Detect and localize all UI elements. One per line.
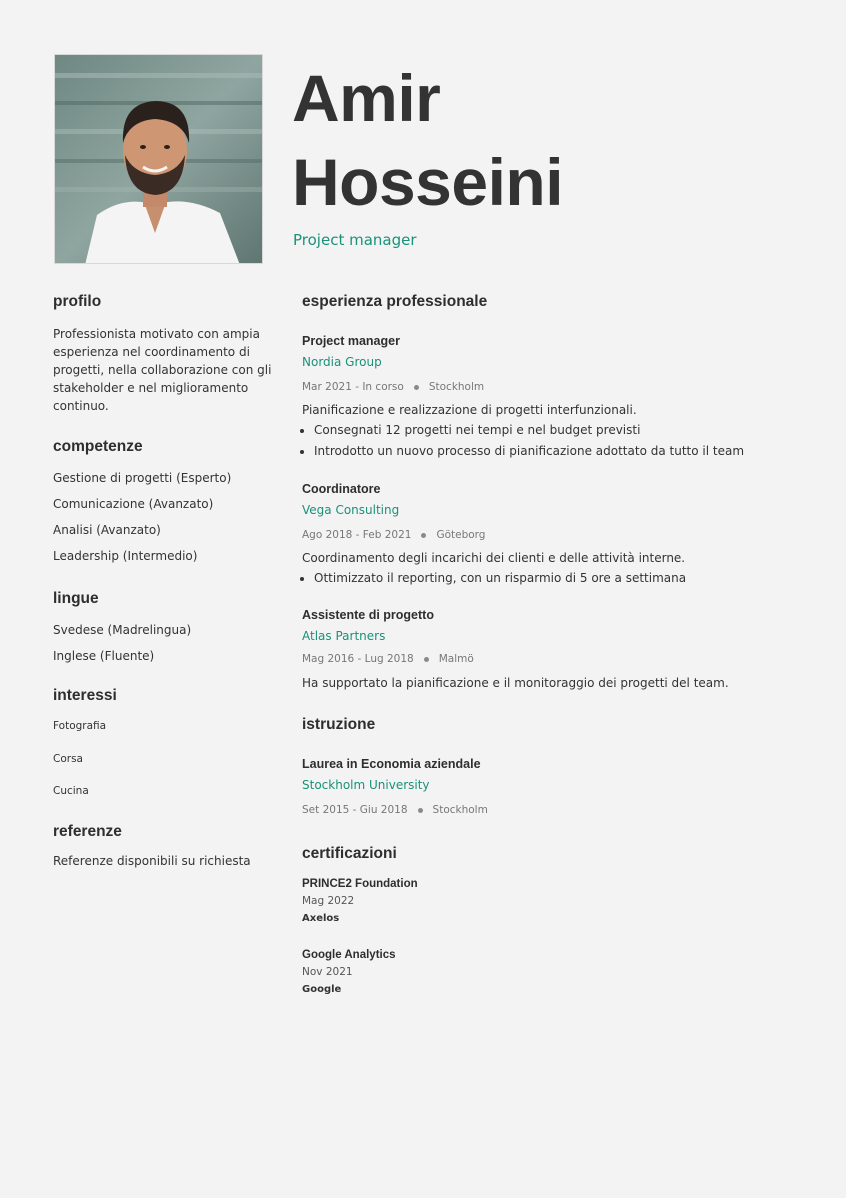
certification-org: Axelos bbox=[302, 913, 340, 924]
interests-heading: interessi bbox=[53, 687, 117, 704]
job-title: Project manager bbox=[302, 334, 400, 348]
profile-heading: profilo bbox=[53, 293, 102, 310]
interest-item: Fotografia bbox=[53, 720, 107, 732]
company-name: Atlas Partners bbox=[302, 629, 386, 643]
job-location: Malmö bbox=[438, 653, 474, 665]
education-heading: istruzione bbox=[302, 716, 376, 733]
education-entry bbox=[302, 755, 802, 818]
skill-item: Leadership (Intermedio) bbox=[53, 549, 198, 563]
interests-section bbox=[53, 686, 275, 808]
job-title: Coordinatore bbox=[302, 482, 381, 496]
separator-dot-icon bbox=[424, 657, 429, 662]
skill-item: Analisi (Avanzato) bbox=[53, 523, 161, 537]
job-description: Ha supportato la pianificazione e il monitoraggio dei progetti del team. bbox=[302, 676, 729, 690]
job-entry bbox=[302, 480, 802, 589]
education-location: Stockholm bbox=[432, 804, 488, 816]
portrait-image bbox=[55, 55, 263, 264]
profile-text: Professionista motivato con ampia esperienza nel coordinamento di progetti, nella collaborazione con gli stakeholder e nel miglioramento continuo. bbox=[53, 327, 272, 413]
job-location: Stockholm bbox=[428, 381, 485, 393]
job-dates: Mar 2021 - In corso bbox=[302, 381, 404, 393]
job-dates: Mag 2016 - Lug 2018 bbox=[302, 653, 414, 665]
certification-org: Google bbox=[302, 984, 342, 995]
skills-list bbox=[53, 465, 275, 569]
education-meta bbox=[302, 802, 802, 818]
job-location: Göteborg bbox=[436, 529, 486, 541]
education-section bbox=[302, 715, 802, 818]
skills-heading: competenze bbox=[53, 438, 143, 455]
certification-entry bbox=[302, 876, 802, 927]
interest-item: Cucina bbox=[53, 785, 89, 797]
job-role: Project manager bbox=[293, 231, 417, 249]
references-heading: referenze bbox=[53, 822, 122, 840]
first-name: Amir bbox=[292, 61, 441, 135]
job-meta bbox=[302, 651, 802, 667]
last-name: Hosseini bbox=[292, 145, 564, 219]
certification-entry bbox=[302, 947, 802, 998]
interest-item: Corsa bbox=[53, 752, 83, 765]
experience-section bbox=[302, 292, 802, 693]
certifications-heading: certificazioni bbox=[302, 845, 397, 862]
job-dates: Ago 2018 - Feb 2021 bbox=[302, 529, 412, 541]
job-bullet: • Introdotto un nuovo processo di pianificazione adottato da tutto il team bbox=[314, 441, 802, 462]
certifications-section bbox=[302, 844, 802, 998]
language-item: Svedese (Madrelingua) bbox=[53, 623, 192, 637]
job-meta bbox=[302, 527, 802, 543]
profile-photo bbox=[54, 54, 263, 264]
job-description: Pianificazione e realizzazione di progetti interfunzionali. bbox=[302, 403, 637, 417]
job-bullet: • Ottimizzato il reporting, con un risparmio di 5 ore a settimana bbox=[314, 568, 802, 589]
job-title: Assistente di progetto bbox=[302, 608, 434, 622]
language-item: Inglese (Fluente) bbox=[53, 649, 155, 663]
degree-title: Laurea in Economia aziendale bbox=[302, 757, 481, 771]
job-bullets bbox=[302, 568, 802, 589]
languages-list bbox=[53, 617, 275, 669]
candidate-name bbox=[292, 56, 563, 224]
job-entry bbox=[302, 332, 802, 462]
job-entry bbox=[302, 606, 802, 693]
company-name: Vega Consulting bbox=[302, 503, 400, 517]
job-bullets bbox=[302, 420, 802, 462]
job-description: Coordinamento degli incarichi dei clienti e delle attività interne. bbox=[302, 551, 686, 565]
skill-item: Comunicazione (Avanzato) bbox=[53, 497, 214, 511]
skills-section bbox=[53, 437, 275, 569]
certification-name: Google Analytics bbox=[302, 949, 396, 961]
certification-date: Mag 2022 bbox=[302, 895, 355, 907]
right-column bbox=[302, 292, 802, 998]
languages-heading: lingue bbox=[53, 590, 99, 607]
separator-dot-icon bbox=[418, 808, 423, 813]
separator-dot-icon bbox=[421, 533, 426, 538]
left-column bbox=[53, 292, 275, 870]
school-name: Stockholm University bbox=[302, 778, 430, 792]
references-text: Referenze disponibili su richiesta bbox=[53, 853, 251, 868]
company-name: Nordia Group bbox=[302, 355, 382, 369]
references-section bbox=[53, 822, 275, 870]
interests-list bbox=[53, 710, 275, 808]
certification-date: Nov 2021 bbox=[302, 966, 353, 978]
profile-section bbox=[53, 292, 275, 415]
experience-heading: esperienza professionale bbox=[302, 293, 488, 310]
skill-item: Gestione di progetti (Esperto) bbox=[53, 471, 232, 485]
education-dates: Set 2015 - Giu 2018 bbox=[302, 804, 408, 816]
separator-dot-icon bbox=[414, 385, 419, 390]
job-meta bbox=[302, 379, 802, 395]
languages-section bbox=[53, 589, 275, 669]
certification-name: PRINCE2 Foundation bbox=[302, 878, 418, 890]
job-bullet: • Consegnati 12 progetti nei tempi e nel budget previsti bbox=[314, 420, 802, 441]
